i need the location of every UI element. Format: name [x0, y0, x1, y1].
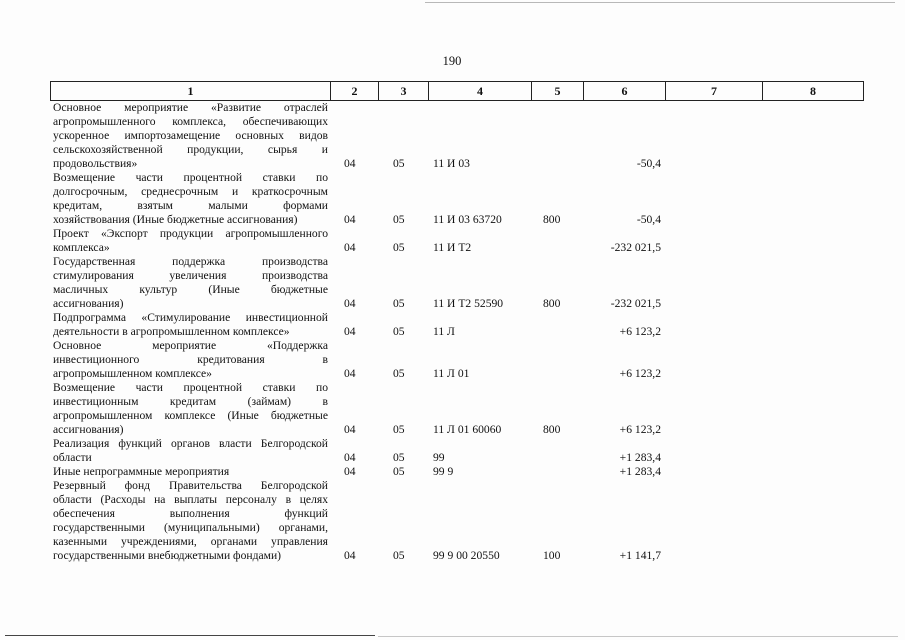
description-line: агропромышленном комплексе (Иные бюджетные [53, 409, 328, 422]
table-header [50, 81, 864, 101]
description-line: Иные непрограммные мероприятия [53, 465, 230, 478]
row-section-code: 04 [344, 423, 356, 436]
row-section-code: 04 [344, 367, 356, 380]
description-line: области (Расходы на выплаты персоналу в целях [53, 493, 328, 506]
row-section-code: 04 [344, 297, 356, 310]
header-col-6: 6 [584, 82, 666, 100]
row-target-article: 11 Л 01 60060 [433, 423, 502, 436]
header-col-7: 7 [666, 82, 763, 100]
bottom-rule [5, 635, 375, 636]
description-line: государственными внебюджетными фондами) [53, 549, 282, 562]
row-amount: +1 283,4 [619, 451, 661, 464]
table-row [50, 171, 862, 227]
page-number: 190 [442, 54, 462, 68]
row-subsection-code: 05 [393, 423, 405, 436]
description-line: Подпрограмма «Стимулирование инвестиционной [53, 311, 328, 324]
description-line: ассигнования) [53, 297, 124, 310]
table-row [50, 479, 862, 563]
description-line: инвестиционного кредитования в [53, 353, 328, 366]
row-section-code: 04 [344, 451, 356, 464]
row-expense-type: 800 [543, 213, 561, 226]
row-description [50, 227, 330, 255]
table-row [50, 339, 862, 381]
row-amount: -232 021,5 [610, 241, 661, 254]
description-line: Проект «Экспорт продукции агропромышленного [53, 227, 328, 240]
description-line: Основное мероприятие «Развитие отраслей [53, 101, 328, 114]
row-description [50, 381, 330, 437]
row-subsection-code: 05 [393, 465, 405, 478]
row-target-article: 99 9 [433, 465, 454, 478]
description-line: агропромышленного комплекса, обеспечивающих [53, 115, 328, 128]
row-description [50, 479, 330, 563]
row-section-code: 04 [344, 465, 356, 478]
description-line: обеспечения выполнения функций [53, 507, 328, 520]
table-row [50, 227, 862, 255]
table-row [50, 465, 862, 479]
row-description [50, 255, 330, 311]
row-target-article: 99 [433, 451, 445, 464]
description-line: комплекса» [53, 241, 110, 254]
row-amount: -50,4 [636, 213, 661, 226]
row-subsection-code: 05 [393, 297, 405, 310]
header-col-5: 5 [532, 82, 584, 100]
row-target-article: 11 И 03 63720 [433, 213, 502, 226]
description-line: кредитам, взятым малыми формами [53, 199, 328, 212]
description-line: Возмещение части процентной ставки по [53, 171, 328, 184]
table-row [50, 311, 862, 339]
row-section-code: 04 [344, 157, 356, 170]
header-col-3: 3 [379, 82, 429, 100]
row-description [50, 339, 330, 381]
description-line: Реализация функций органов власти Белгородской [53, 437, 328, 450]
row-target-article: 11 И 03 [433, 157, 470, 170]
row-subsection-code: 05 [393, 451, 405, 464]
row-subsection-code: 05 [393, 213, 405, 226]
row-subsection-code: 05 [393, 549, 405, 562]
row-expense-type: 800 [543, 297, 561, 310]
row-target-article: 11 И Т2 [433, 241, 472, 254]
row-amount: +6 123,2 [619, 367, 661, 380]
description-line: казенными учреждениями, органами управления [53, 535, 328, 548]
row-amount: +1 283,4 [619, 465, 661, 478]
row-target-article: 11 Л 01 [433, 367, 470, 380]
description-line: сельскохозяйственной продукции, сырья и [53, 143, 328, 156]
table-row [50, 101, 862, 171]
description-line: хозяйствования (Иные бюджетные ассигнования) [53, 213, 298, 226]
description-line: деятельности в агропромышленном комплексе» [53, 325, 290, 338]
description-line: Основное мероприятие «Поддержка [53, 339, 328, 352]
row-expense-type: 100 [543, 549, 561, 562]
row-description [50, 437, 330, 465]
row-section-code: 04 [344, 549, 356, 562]
header-col-4: 4 [429, 82, 532, 100]
row-target-article: 11 И Т2 52590 [433, 297, 504, 310]
description-line: ассигнования) [53, 423, 124, 436]
row-description [50, 311, 330, 339]
row-amount: -232 021,5 [610, 297, 661, 310]
header-col-8: 8 [810, 84, 816, 98]
row-target-article: 99 9 00 20550 [433, 549, 500, 562]
description-line: продовольствия» [53, 157, 138, 170]
bottom-rule-faint [378, 636, 898, 637]
description-line: стимулирования увеличения производства [53, 269, 328, 282]
description-line: долгосрочным, среднесрочным и краткосрочным [53, 185, 328, 198]
row-amount: +1 141,7 [619, 549, 661, 562]
header-col-2: 2 [331, 82, 379, 100]
table-body [50, 101, 862, 563]
row-amount: +6 123,2 [619, 423, 661, 436]
row-amount: +6 123,2 [619, 325, 661, 338]
table-row [50, 255, 862, 311]
row-section-code: 04 [344, 241, 356, 254]
table-row [50, 437, 862, 465]
description-line: агропромышленном комплексе» [53, 367, 212, 380]
description-line: Возмещение части процентной ставки по [53, 381, 328, 394]
description-line: ускоренное импортозамещение основных видов [53, 129, 328, 142]
row-subsection-code: 05 [393, 157, 405, 170]
row-description [50, 171, 330, 227]
row-expense-type: 800 [543, 423, 561, 436]
row-amount: -50,4 [636, 157, 661, 170]
table-row [50, 381, 862, 437]
description-line: области [53, 451, 92, 464]
row-section-code: 04 [344, 325, 356, 338]
description-line: Резервный фонд Правительства Белгородской [53, 479, 328, 492]
description-line: Государственная поддержка производства [53, 255, 328, 268]
description-line: инвестиционным кредитам (займам) в [53, 395, 328, 408]
header-col-1: 1 [51, 82, 331, 100]
row-subsection-code: 05 [393, 367, 405, 380]
row-subsection-code: 05 [393, 325, 405, 338]
description-line: государственными (муниципальными) органами, [53, 521, 328, 534]
row-description [50, 101, 330, 171]
description-line: масличных культур (Иные бюджетные [53, 283, 328, 296]
top-rule [425, 2, 895, 3]
row-section-code: 04 [344, 213, 356, 226]
row-subsection-code: 05 [393, 241, 405, 254]
row-target-article: 11 Л [433, 325, 455, 338]
row-description [50, 465, 330, 479]
